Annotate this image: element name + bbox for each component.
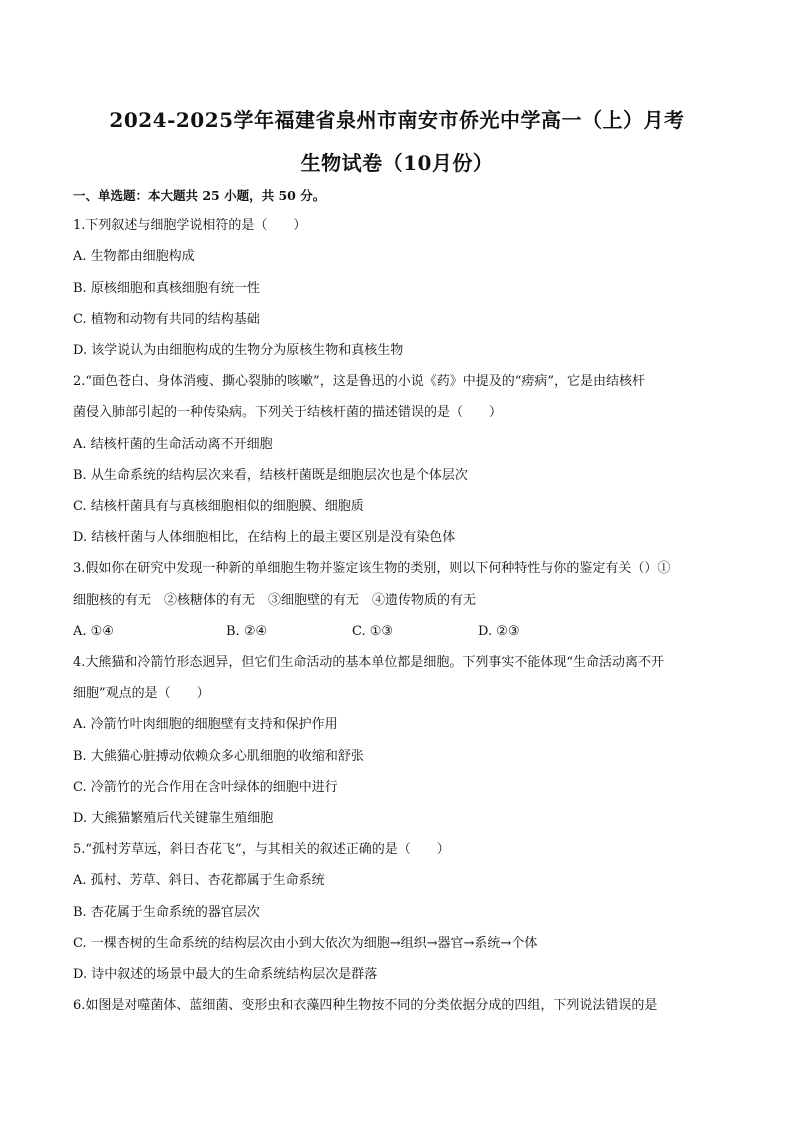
question-1-stem: 1.下列叙述与细胞学说相符的是（ ） — [73, 218, 307, 233]
question-4-stem-line1: 4.大熊猫和冷箭竹形态迥异，但它们生命活动的基本单位都是细胞。下列事实不能体现“生命活动离不开 — [73, 655, 665, 670]
question-3-option-d: D. ②③ — [478, 624, 520, 639]
question-2-option-c: C. 结核杆菌具有与真核细胞相似的细胞膜、细胞质 — [73, 499, 364, 514]
question-5-option-b: B. 杏花属于生命系统的器官层次 — [73, 905, 260, 920]
question-5-stem: 5.“孤村芳草远，斜日杏花飞”，与其相关的叙述正确的是（ ） — [73, 842, 450, 857]
question-4-option-d: D. 大熊猫繁殖后代关键靠生殖细胞 — [73, 811, 274, 826]
question-5-option-a: A. 孤村、芳草、斜日、杏花都属于生命系统 — [73, 873, 325, 888]
question-2-option-a: A. 结核杆菌的生命活动离不开细胞 — [73, 437, 273, 452]
question-2-option-d: D. 结核杆菌与人体细胞相比，在结构上的最主要区别是没有染色体 — [73, 530, 456, 545]
question-4-option-a: A. 冷箭竹叶肉细胞的细胞壁有支持和保护作用 — [73, 717, 338, 732]
question-1-option-a: A. 生物都由细胞构成 — [73, 249, 195, 264]
question-1-option-d: D. 该学说认为由细胞构成的生物分为原核生物和真核生物 — [73, 343, 404, 358]
question-2-stem-line2: 菌侵入肺部引起的一种传染病。下列关于结核杆菌的描述错误的是（ ） — [73, 405, 503, 420]
question-1-option-b: B. 原核细胞和真核细胞有统一性 — [73, 281, 260, 296]
question-5-option-c: C. 一棵杏树的生命系统的结构层次由小到大依次为细胞→组织→器官→系统→个体 — [73, 936, 538, 951]
question-3-option-a: A. ①④ — [73, 624, 114, 639]
exam-title-line1: 2024-2025学年福建省泉州市南安市侨光中学高一（上）月考 — [109, 108, 685, 132]
question-2-option-b: B. 从生命系统的结构层次来看，结核杆菌既是细胞层次也是个体层次 — [73, 468, 468, 483]
question-1-option-c: C. 植物和动物有共同的结构基础 — [73, 312, 260, 327]
question-4-stem-line2: 细胞”观点的是（ ） — [73, 686, 210, 701]
question-5-option-d: D. 诗中叙述的场景中最大的生命系统结构层次是群落 — [73, 967, 378, 982]
question-3-options-row — [73, 624, 723, 640]
question-6-stem-line1: 6.如图是对噬菌体、蓝细菌、变形虫和衣藻四种生物按不同的分类依据分成的四组，下列说法错误的是 — [73, 998, 658, 1013]
section-heading: 一、单选题：本大题共 25 小题，共 50 分。 — [73, 188, 326, 203]
question-3-option-b: B. ②④ — [226, 624, 268, 639]
question-4-option-c: C. 冷箭竹的光合作用在含叶绿体的细胞中进行 — [73, 780, 338, 795]
question-3-stem-line1: 3.假如你在研究中发现一种新的单细胞生物并鉴定该生物的类别，则以下何种特性与你的鉴定有关（）① — [73, 561, 671, 576]
exam-title-line2: 生物试卷（10月份） — [300, 151, 494, 175]
question-3-option-c: C. ①③ — [352, 624, 394, 639]
question-2-stem-line1: 2.“面色苍白、身体消瘦、撕心裂肺的咳嗽”，这是鲁迅的小说《药》中提及的“痨病”，它是由结核杆 — [73, 374, 645, 389]
question-3-stem-line2: 细胞核的有无 ②核糖体的有无 ③细胞壁的有无 ④遗传物质的有无 — [73, 593, 477, 608]
question-4-option-b: B. 大熊猫心脏搏动依赖众多心肌细胞的收缩和舒张 — [73, 749, 364, 764]
